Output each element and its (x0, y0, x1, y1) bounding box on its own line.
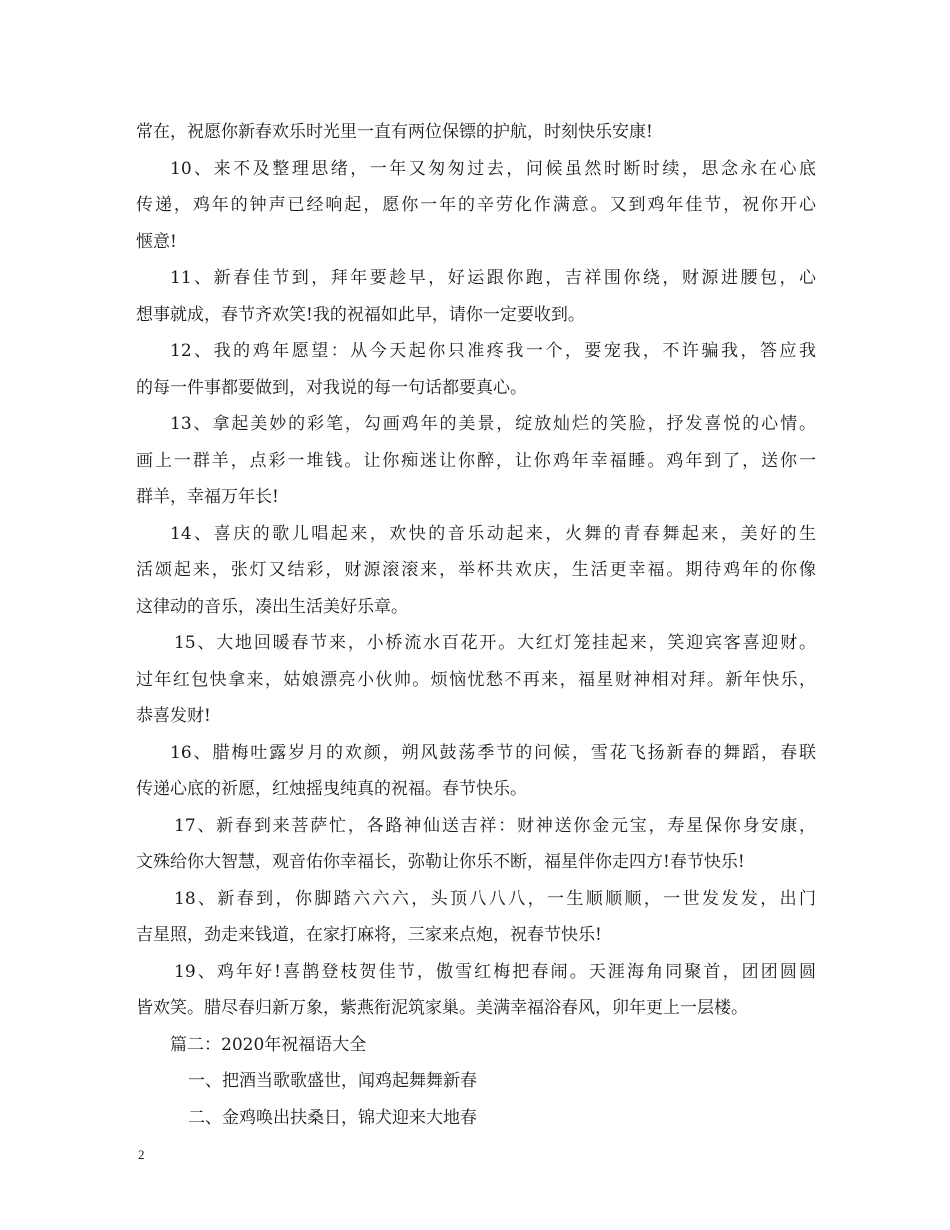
text-line: 惬意! (136, 231, 177, 252)
text-line: 恭喜发财! (136, 706, 211, 726)
text-line: 19、鸡年好!喜鹊登枝贺佳节，傲雪红梅把春闹。天涯海角同聚首，团团圆圆 (174, 961, 816, 982)
text-line: 14、喜庆的歌儿唱起来，欢快的音乐动起来，火舞的青春舞起来，美好的生 (170, 523, 816, 544)
text-line: 11、新春佳节到，拜年要趁早，好运跟你跑，吉祥围你绕，财源进腰包，心 (170, 268, 816, 288)
text-line: 传递，鸡年的钟声已经响起，愿你一年的辛劳化作满意。又到鸡年佳节，祝你开心 (136, 195, 816, 215)
text-line: 传递心底的祈愿，红烛摇曳纯真的祝福。春节快乐。 (136, 779, 527, 799)
text-line: 文殊给你大智慧，观音佑你幸福长，弥勒让你乐不断，福星伴你走四方!春节快乐! (136, 852, 745, 872)
text-line: 16、腊梅吐露岁月的欢颜，朔风鼓荡季节的问候，雪花飞扬新春的舞蹈，春联 (170, 742, 816, 763)
text-line: 18、新春到，你脚踏六六六，头顶八八八，一生顺顺顺，一世发发发，出门 (174, 888, 816, 909)
section-heading: 篇二：2020年祝福语大全 (170, 1034, 367, 1055)
text-line: 画上一群羊，点彩一堆钱。让你痴迷让你醉，让你鸡年幸福睡。鸡年到了，送你一 (136, 450, 816, 471)
text-line: 常在，祝愿你新春欢乐时光里一直有两位保镖的护航，时刻快乐安康! (136, 122, 653, 142)
body-text (136, 114, 816, 1136)
text-line: 活颂起来，张灯又结彩，财源滚滚来，举杯共欢庆，生活更幸福。期待鸡年的你像 (136, 560, 816, 580)
text-line: 过年红包快拿来，姑娘漂亮小伙帅。烦恼忧愁不再来，福星财神相对拜。新年快乐， (136, 669, 816, 690)
text-line: 群羊，幸福万年长! (136, 487, 279, 507)
list-item: 二、金鸡唤出扶桑日，锦犬迎来大地春 (188, 1107, 477, 1128)
text-line: 12、我的鸡年愿望：从今天起你只准疼我一个，要宠我，不许骗我，答应我 (170, 341, 816, 361)
text-line: 想事就成，春节齐欢笑!我的祝福如此早，请你一定要收到。 (136, 304, 585, 325)
page-number: 2 (138, 1147, 145, 1162)
text-line: 吉星照，劲走来钱道，在家打麻将，三家来点炮，祝春节快乐! (136, 925, 602, 945)
text-line: 的每一件事都要做到，对我说的每一句话都要真心。 (136, 377, 527, 398)
list-item: 一、把酒当歌歌盛世，闻鸡起舞舞新春 (188, 1071, 477, 1091)
text-line: 13、拿起美妙的彩笔，勾画鸡年的美景，绽放灿烂的笑脸，抒发喜悦的心情。 (170, 414, 816, 434)
text-line: 皆欢笑。腊尽春归新万象，紫燕衔泥筑家巢。美满幸福浴春风，卯年更上一层楼。 (136, 998, 748, 1018)
text-line: 17、新春到来菩萨忙，各路神仙送吉祥：财神送你金元宝，寿星保你身安康， (174, 815, 816, 836)
text-line: 15、大地回暖春节来，小桥流水百花开。大红灯笼挂起来，笑迎宾客喜迎财。 (174, 633, 816, 653)
text-line: 这律动的音乐，凑出生活美好乐章。 (136, 596, 408, 617)
text-line: 10、来不及整理思绪，一年又匆匆过去，问候虽然时断时续，思念永在心底 (170, 158, 816, 179)
